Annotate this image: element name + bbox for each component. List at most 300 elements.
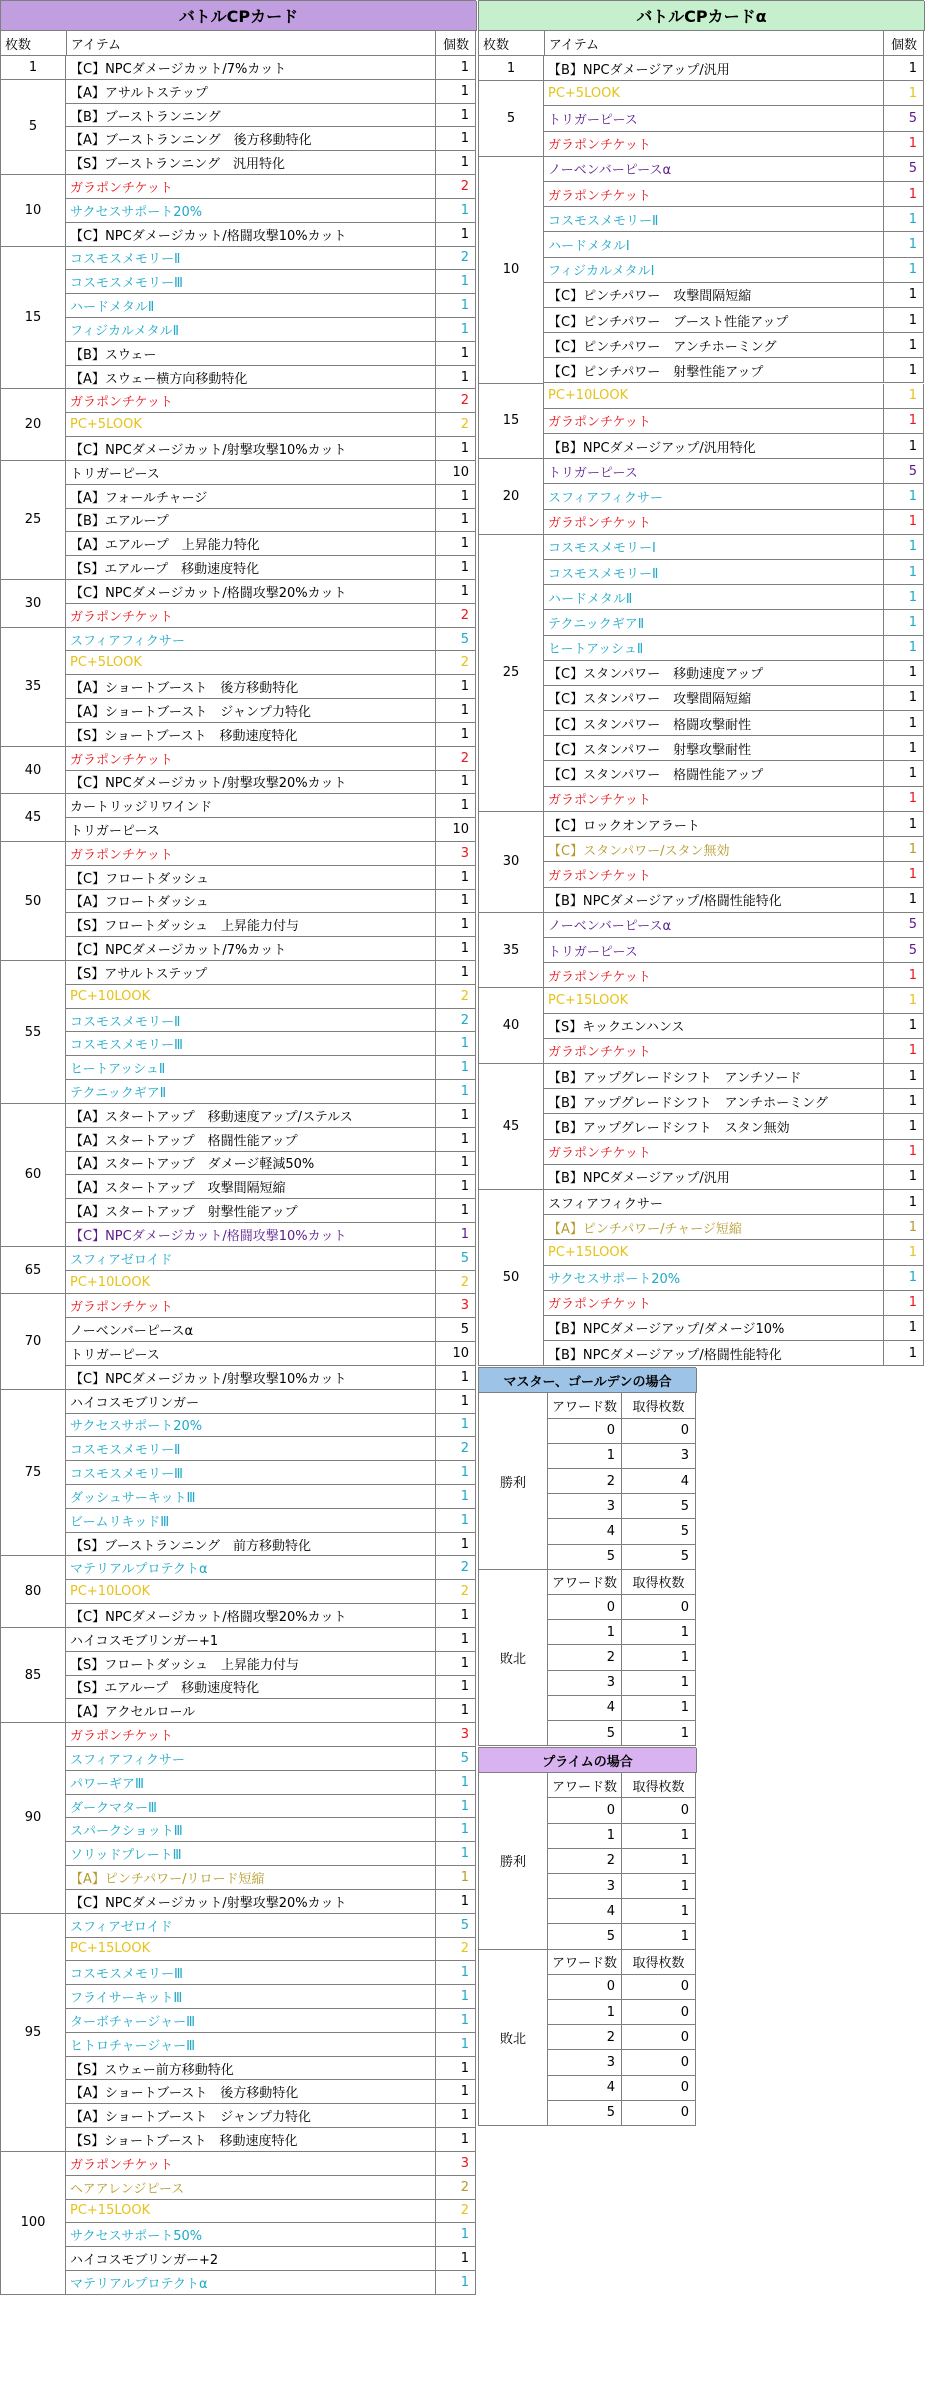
prime-card-count: 1 — [622, 1924, 696, 1949]
right-item-qty: 1 — [884, 560, 924, 585]
right-item-qty: 1 — [884, 333, 924, 358]
right-item-qty: 5 — [884, 157, 924, 182]
left-item-qty: 1 — [436, 2057, 476, 2081]
master-award-row — [548, 1419, 696, 1444]
left-item-qty: 1 — [436, 437, 476, 461]
right-item-row — [544, 938, 924, 963]
right-item-row — [544, 157, 924, 182]
right-group-items — [544, 1064, 924, 1190]
master-award-count: 5 — [548, 1721, 622, 1746]
left-item-row — [66, 1485, 476, 1509]
right-item-name: サクセスサポート20% — [544, 1266, 884, 1291]
left-item-row — [66, 1533, 476, 1557]
left-item-row — [66, 413, 476, 437]
left-item-row — [66, 1366, 476, 1390]
left-group — [1, 961, 476, 1104]
left-item-row — [66, 1747, 476, 1771]
left-item-name: ガラポンチケット — [66, 389, 436, 413]
prime-award-row — [548, 2101, 696, 2126]
left-item-qty: 1 — [436, 2128, 476, 2152]
left-item-row — [66, 1247, 476, 1271]
prime-award-count: 3 — [548, 2050, 622, 2075]
prime-title: プライムの場合 — [479, 1748, 697, 1773]
left-item-qty: 1 — [436, 1818, 476, 1842]
left-item-name: ヒートアッシュⅡ — [66, 1056, 436, 1080]
right-group — [479, 1190, 924, 1366]
left-item-name: 【C】NPCダメージカット/7%カット — [66, 56, 436, 80]
right-item-row — [544, 686, 924, 711]
right-item-qty: 1 — [884, 963, 924, 988]
left-item-row — [66, 56, 476, 80]
right-item-qty: 1 — [884, 1114, 924, 1139]
right-item-row — [544, 963, 924, 988]
left-item-row — [66, 437, 476, 461]
left-item-qty: 1 — [436, 961, 476, 985]
right-item-row — [544, 736, 924, 761]
right-item-name: 【C】スタンパワー 射撃攻撃耐性 — [544, 736, 884, 761]
right-item-row — [544, 1064, 924, 1089]
left-count-cell: 1 — [1, 56, 66, 80]
left-item-row — [66, 580, 476, 604]
right-item-qty: 1 — [884, 1190, 924, 1215]
right-item-name: スフィアフィクサー — [544, 484, 884, 509]
master-award-row — [548, 1721, 696, 1746]
right-item-row — [544, 308, 924, 333]
left-item-row — [66, 2009, 476, 2033]
left-item-qty: 1 — [436, 532, 476, 556]
left-item-name: 【A】フォールチャージ — [66, 485, 436, 509]
master-award-count: 4 — [548, 1519, 622, 1544]
left-item-qty: 1 — [436, 1414, 476, 1438]
left-item-row — [66, 342, 476, 366]
left-item-name: 【S】エアループ 移動速度特化 — [66, 556, 436, 580]
right-count-cell: 40 — [479, 988, 544, 1064]
left-item-row — [66, 223, 476, 247]
left-item-row — [66, 747, 476, 771]
right-item-name: ガラポンチケット — [544, 182, 884, 207]
right-item-row — [544, 560, 924, 585]
left-item-name: PC+10LOOK — [66, 1271, 436, 1295]
left-item-name: 【A】スウェー横方向移動特化 — [66, 366, 436, 390]
right-item-name: コスモスメモリーⅡ — [544, 207, 884, 232]
right-group-items — [544, 81, 924, 157]
left-group — [1, 1556, 476, 1627]
left-item-qty: 5 — [436, 628, 476, 652]
master-award-count: 4 — [548, 1696, 622, 1721]
left-item-qty: 2 — [436, 175, 476, 199]
prime-award-count: 4 — [548, 2076, 622, 2101]
left-item-qty: 1 — [436, 80, 476, 104]
left-item-name: 【S】ショートブースト 移動速度特化 — [66, 2128, 436, 2152]
left-item-row — [66, 1914, 476, 1938]
right-item-qty: 1 — [884, 837, 924, 862]
prime-card-count: 1 — [622, 1824, 696, 1849]
right-item-name: PC+5LOOK — [544, 81, 884, 106]
left-item-qty: 2 — [436, 985, 476, 1009]
master-award-count: 5 — [548, 1545, 622, 1570]
left-title: バトルCPカード — [1, 1, 477, 31]
left-group-items — [66, 628, 476, 747]
left-item-row — [66, 1009, 476, 1033]
right-item-qty: 1 — [884, 1341, 924, 1366]
left-item-name: ダークマターⅢ — [66, 1795, 436, 1819]
left-item-qty: 1 — [436, 151, 476, 175]
left-item-row — [66, 771, 476, 795]
right-group-items — [544, 913, 924, 989]
right-count-cell: 50 — [479, 1190, 544, 1366]
prime-lose-label: 敗北 — [479, 1950, 548, 2126]
left-group-items — [66, 2152, 476, 2295]
right-header-2: 個数 — [884, 31, 924, 56]
left-item-row — [66, 723, 476, 747]
master-card-count: 5 — [622, 1545, 696, 1570]
right-count-cell: 10 — [479, 157, 544, 384]
right-item-name: 【B】アップグレードシフト スタン無効 — [544, 1114, 884, 1139]
right-count-cell: 20 — [479, 459, 544, 535]
right-item-qty: 1 — [884, 661, 924, 686]
left-item-row — [66, 2271, 476, 2295]
left-item-qty: 1 — [436, 1771, 476, 1795]
master-card-count: 1 — [622, 1696, 696, 1721]
prime-table — [478, 1747, 696, 2126]
left-item-row — [66, 1676, 476, 1700]
left-item-name: 【A】スタートアップ 移動速度アップ/ステルス — [66, 1104, 436, 1128]
left-item-name: 【S】ショートブースト 移動速度特化 — [66, 723, 436, 747]
left-item-name: マテリアルプロテクトα — [66, 2271, 436, 2295]
master-win-label: 勝利 — [479, 1393, 548, 1569]
right-header-row — [479, 31, 924, 56]
right-group — [479, 913, 924, 989]
right-group-items — [544, 535, 924, 812]
right-group — [479, 988, 924, 1064]
left-group — [1, 175, 476, 246]
left-item-name: スフィアゼロイド — [66, 1914, 436, 1938]
left-count-cell: 15 — [1, 247, 66, 390]
prime-header-1: 取得枚数 — [622, 1773, 696, 1798]
left-item-row — [66, 1414, 476, 1438]
right-item-name: ガラポンチケット — [544, 132, 884, 157]
right-item-name: ノーベンバーピースα — [544, 913, 884, 938]
master-header-0: アワード数 — [548, 1393, 622, 1418]
right-count-cell: 35 — [479, 913, 544, 989]
left-group-items — [66, 1247, 476, 1295]
left-group — [1, 56, 476, 80]
right-item-row — [544, 1215, 924, 1240]
right-item-row — [544, 258, 924, 283]
left-item-row — [66, 1652, 476, 1676]
right-item-qty: 1 — [884, 1215, 924, 1240]
master-award-row — [548, 1519, 696, 1544]
right-item-qty: 1 — [884, 81, 924, 106]
left-header-0: 枚数 — [1, 31, 67, 56]
prime-award-count: 5 — [548, 2101, 622, 2126]
right-item-qty: 1 — [884, 258, 924, 283]
right-item-name: 【B】NPCダメージアップ/汎用特化 — [544, 434, 884, 459]
left-item-row — [66, 2128, 476, 2152]
prime-award-row — [548, 1849, 696, 1874]
left-item-name: 【A】エアループ 上昇能力特化 — [66, 532, 436, 556]
left-item-name: ガラポンチケット — [66, 1294, 436, 1318]
left-item-qty: 1 — [436, 1628, 476, 1652]
right-item-qty: 1 — [884, 812, 924, 837]
left-item-row — [66, 1128, 476, 1152]
right-item-row — [544, 409, 924, 434]
prime-card-count: 0 — [622, 2050, 696, 2075]
left-group-items — [66, 461, 476, 580]
prime-win-rows — [548, 1773, 696, 1949]
left-item-name: コスモスメモリーⅢ — [66, 1032, 436, 1056]
right-item-name: ガラポンチケット — [544, 1039, 884, 1064]
left-item-name: 【C】フロートダッシュ — [66, 866, 436, 890]
master-header-0: アワード数 — [548, 1570, 622, 1595]
left-item-name: 【C】NPCダメージカット/射撃攻撃20%カット — [66, 771, 436, 795]
right-item-qty: 1 — [884, 1240, 924, 1265]
left-item-qty: 1 — [436, 1985, 476, 2009]
left-item-row — [66, 2152, 476, 2176]
left-item-qty: 1 — [436, 2033, 476, 2057]
master-award-count: 2 — [548, 1469, 622, 1494]
left-count-cell: 30 — [1, 580, 66, 628]
prime-win-block — [479, 1773, 696, 1949]
left-item-qty: 1 — [436, 318, 476, 342]
master-award-row — [548, 1469, 696, 1494]
master-header-1: 取得枚数 — [622, 1393, 696, 1418]
right-item-name: ハードメタルⅡ — [544, 585, 884, 610]
left-item-row — [66, 485, 476, 509]
left-item-qty: 1 — [436, 556, 476, 580]
master-card-count: 1 — [622, 1645, 696, 1670]
right-item-row — [544, 1341, 924, 1366]
master-card-count: 1 — [622, 1620, 696, 1645]
left-item-row — [66, 1461, 476, 1485]
left-item-row — [66, 1604, 476, 1628]
right-item-row — [544, 1114, 924, 1139]
left-item-qty: 1 — [436, 1485, 476, 1509]
left-item-row — [66, 80, 476, 104]
master-golden-table — [478, 1367, 696, 1746]
left-item-qty: 1 — [436, 1032, 476, 1056]
left-item-qty: 1 — [436, 485, 476, 509]
right-item-name: 【C】スタンパワー 格闘攻撃耐性 — [544, 711, 884, 736]
right-item-name: ガラポンチケット — [544, 787, 884, 812]
right-count-cell: 15 — [479, 384, 544, 460]
left-item-name: ハードメタルⅡ — [66, 294, 436, 318]
left-item-qty: 1 — [436, 1652, 476, 1676]
left-item-row — [66, 1842, 476, 1866]
right-item-qty: 1 — [884, 434, 924, 459]
right-item-row — [544, 585, 924, 610]
left-item-name: コスモスメモリーⅡ — [66, 1009, 436, 1033]
left-item-qty: 3 — [436, 1294, 476, 1318]
right-item-name: トリガーピース — [544, 938, 884, 963]
right-group-items — [544, 1190, 924, 1366]
right-item-qty: 5 — [884, 106, 924, 131]
left-item-name: サクセスサポート20% — [66, 199, 436, 223]
master-card-count: 5 — [622, 1494, 696, 1519]
left-item-row — [66, 104, 476, 128]
left-item-name: トリガーピース — [66, 461, 436, 485]
right-item-qty: 5 — [884, 913, 924, 938]
left-item-row — [66, 651, 476, 675]
left-item-qty: 2 — [436, 2200, 476, 2224]
left-item-row — [66, 1938, 476, 1962]
left-count-cell: 80 — [1, 1556, 66, 1627]
left-item-name: ハイコスモブリンガー — [66, 1390, 436, 1414]
left-item-row — [66, 1771, 476, 1795]
left-item-name: スフィアフィクサー — [66, 628, 436, 652]
master-award-count: 0 — [548, 1595, 622, 1620]
right-item-row — [544, 1316, 924, 1341]
left-item-row — [66, 199, 476, 223]
left-item-qty: 1 — [436, 2247, 476, 2271]
prime-header-row — [548, 1950, 696, 1975]
left-item-qty: 2 — [436, 1271, 476, 1295]
prime-award-count: 4 — [548, 1899, 622, 1924]
right-title: バトルCPカードα — [479, 1, 925, 31]
right-item-name: トリガーピース — [544, 459, 884, 484]
right-item-name: 【B】NPCダメージアップ/汎用 — [544, 56, 884, 81]
left-count-cell: 75 — [1, 1390, 66, 1557]
right-item-name: ハードメタルⅠ — [544, 232, 884, 257]
right-item-qty: 1 — [884, 636, 924, 661]
right-item-qty: 1 — [884, 1064, 924, 1089]
left-item-qty: 2 — [436, 1580, 476, 1604]
left-item-row — [66, 175, 476, 199]
left-item-row — [66, 675, 476, 699]
right-item-name: 【B】アップグレードシフト アンチソード — [544, 1064, 884, 1089]
left-group — [1, 1628, 476, 1723]
right-item-qty: 1 — [884, 510, 924, 535]
right-item-name: 【C】スタンパワー 格闘性能アップ — [544, 761, 884, 786]
left-item-row — [66, 1223, 476, 1247]
master-award-count: 3 — [548, 1671, 622, 1696]
left-group — [1, 842, 476, 961]
right-item-qty: 1 — [884, 888, 924, 913]
left-item-row — [66, 1056, 476, 1080]
master-win-rows — [548, 1393, 696, 1569]
left-count-cell: 45 — [1, 794, 66, 842]
left-item-name: コスモスメモリーⅢ — [66, 1461, 436, 1485]
left-count-cell: 50 — [1, 842, 66, 961]
left-item-name: PC+10LOOK — [66, 985, 436, 1009]
left-item-qty: 1 — [436, 1390, 476, 1414]
left-item-row — [66, 461, 476, 485]
left-group — [1, 1914, 476, 2152]
left-item-row — [66, 842, 476, 866]
right-item-row — [544, 610, 924, 635]
left-item-name: スパークショットⅢ — [66, 1818, 436, 1842]
right-item-qty: 1 — [884, 1291, 924, 1316]
master-card-count: 5 — [622, 1519, 696, 1544]
left-item-row — [66, 1723, 476, 1747]
left-item-name: ガラポンチケット — [66, 842, 436, 866]
right-item-name: ガラポンチケット — [544, 510, 884, 535]
right-group — [479, 384, 924, 460]
right-item-qty: 1 — [884, 535, 924, 560]
left-item-qty: 3 — [436, 1723, 476, 1747]
left-item-name: 【A】スタートアップ 格闘性能アップ — [66, 1128, 436, 1152]
right-item-name: 【C】ピンチパワー 攻撃間隔短縮 — [544, 283, 884, 308]
left-item-qty: 1 — [436, 1366, 476, 1390]
left-item-row — [66, 318, 476, 342]
right-item-qty: 1 — [884, 1266, 924, 1291]
left-item-qty: 1 — [436, 1795, 476, 1819]
right-item-qty: 1 — [884, 232, 924, 257]
left-item-row — [66, 913, 476, 937]
left-item-name: ガラポンチケット — [66, 175, 436, 199]
left-item-name: PC+5LOOK — [66, 413, 436, 437]
left-item-name: 【C】NPCダメージカット/格闘攻撃20%カット — [66, 580, 436, 604]
left-item-name: パワーギアⅢ — [66, 1771, 436, 1795]
left-item-name: スフィアゼロイド — [66, 1247, 436, 1271]
left-item-row — [66, 1390, 476, 1414]
right-item-qty: 1 — [884, 736, 924, 761]
master-card-count: 1 — [622, 1721, 696, 1746]
master-award-row — [548, 1671, 696, 1696]
right-item-name: 【S】キックエンハンス — [544, 1014, 884, 1039]
left-item-qty: 1 — [436, 104, 476, 128]
left-group-items — [66, 1556, 476, 1627]
prime-award-row — [548, 2000, 696, 2025]
left-item-name: ハイコスモブリンガー+1 — [66, 1628, 436, 1652]
left-group — [1, 389, 476, 460]
left-item-name: ガラポンチケット — [66, 1723, 436, 1747]
left-item-qty: 1 — [436, 1533, 476, 1557]
left-item-qty: 1 — [436, 127, 476, 151]
left-item-qty: 1 — [436, 294, 476, 318]
left-count-cell: 35 — [1, 628, 66, 747]
prime-award-row — [548, 1874, 696, 1899]
left-item-qty: 1 — [436, 2080, 476, 2104]
right-item-row — [544, 283, 924, 308]
left-item-name: ガラポンチケット — [66, 604, 436, 628]
left-item-qty: 1 — [436, 1866, 476, 1890]
left-item-name: ガラポンチケット — [66, 2152, 436, 2176]
prime-award-count: 1 — [548, 2000, 622, 2025]
right-item-qty: 1 — [884, 384, 924, 409]
left-item-qty: 1 — [436, 1961, 476, 1985]
master-lose-label: 敗北 — [479, 1570, 548, 1746]
right-item-qty: 1 — [884, 988, 924, 1013]
left-group — [1, 80, 476, 175]
left-item-name: ビームリキッドⅢ — [66, 1509, 436, 1533]
prime-card-count: 1 — [622, 1849, 696, 1874]
left-item-name: ソリッドプレートⅢ — [66, 1842, 436, 1866]
right-item-name: 【C】ピンチパワー 射撃性能アップ — [544, 358, 884, 383]
left-item-name: PC+5LOOK — [66, 651, 436, 675]
left-item-row — [66, 2104, 476, 2128]
prime-award-count: 0 — [548, 1798, 622, 1823]
left-item-row — [66, 127, 476, 151]
right-item-qty: 1 — [884, 182, 924, 207]
left-item-qty: 1 — [436, 1461, 476, 1485]
right-item-row — [544, 988, 924, 1013]
master-award-count: 3 — [548, 1494, 622, 1519]
left-group-items — [66, 1914, 476, 2152]
prime-award-count: 2 — [548, 2025, 622, 2050]
right-item-name: テクニックギアⅡ — [544, 610, 884, 635]
left-item-qty: 1 — [436, 1080, 476, 1104]
left-item-row — [66, 1080, 476, 1104]
left-item-qty: 1 — [436, 699, 476, 723]
master-card-count: 4 — [622, 1469, 696, 1494]
prime-header-1: 取得枚数 — [622, 1950, 696, 1975]
left-item-qty: 2 — [436, 747, 476, 771]
left-item-row — [66, 366, 476, 390]
left-group-items — [66, 389, 476, 460]
right-group — [479, 157, 924, 384]
left-item-row — [66, 866, 476, 890]
